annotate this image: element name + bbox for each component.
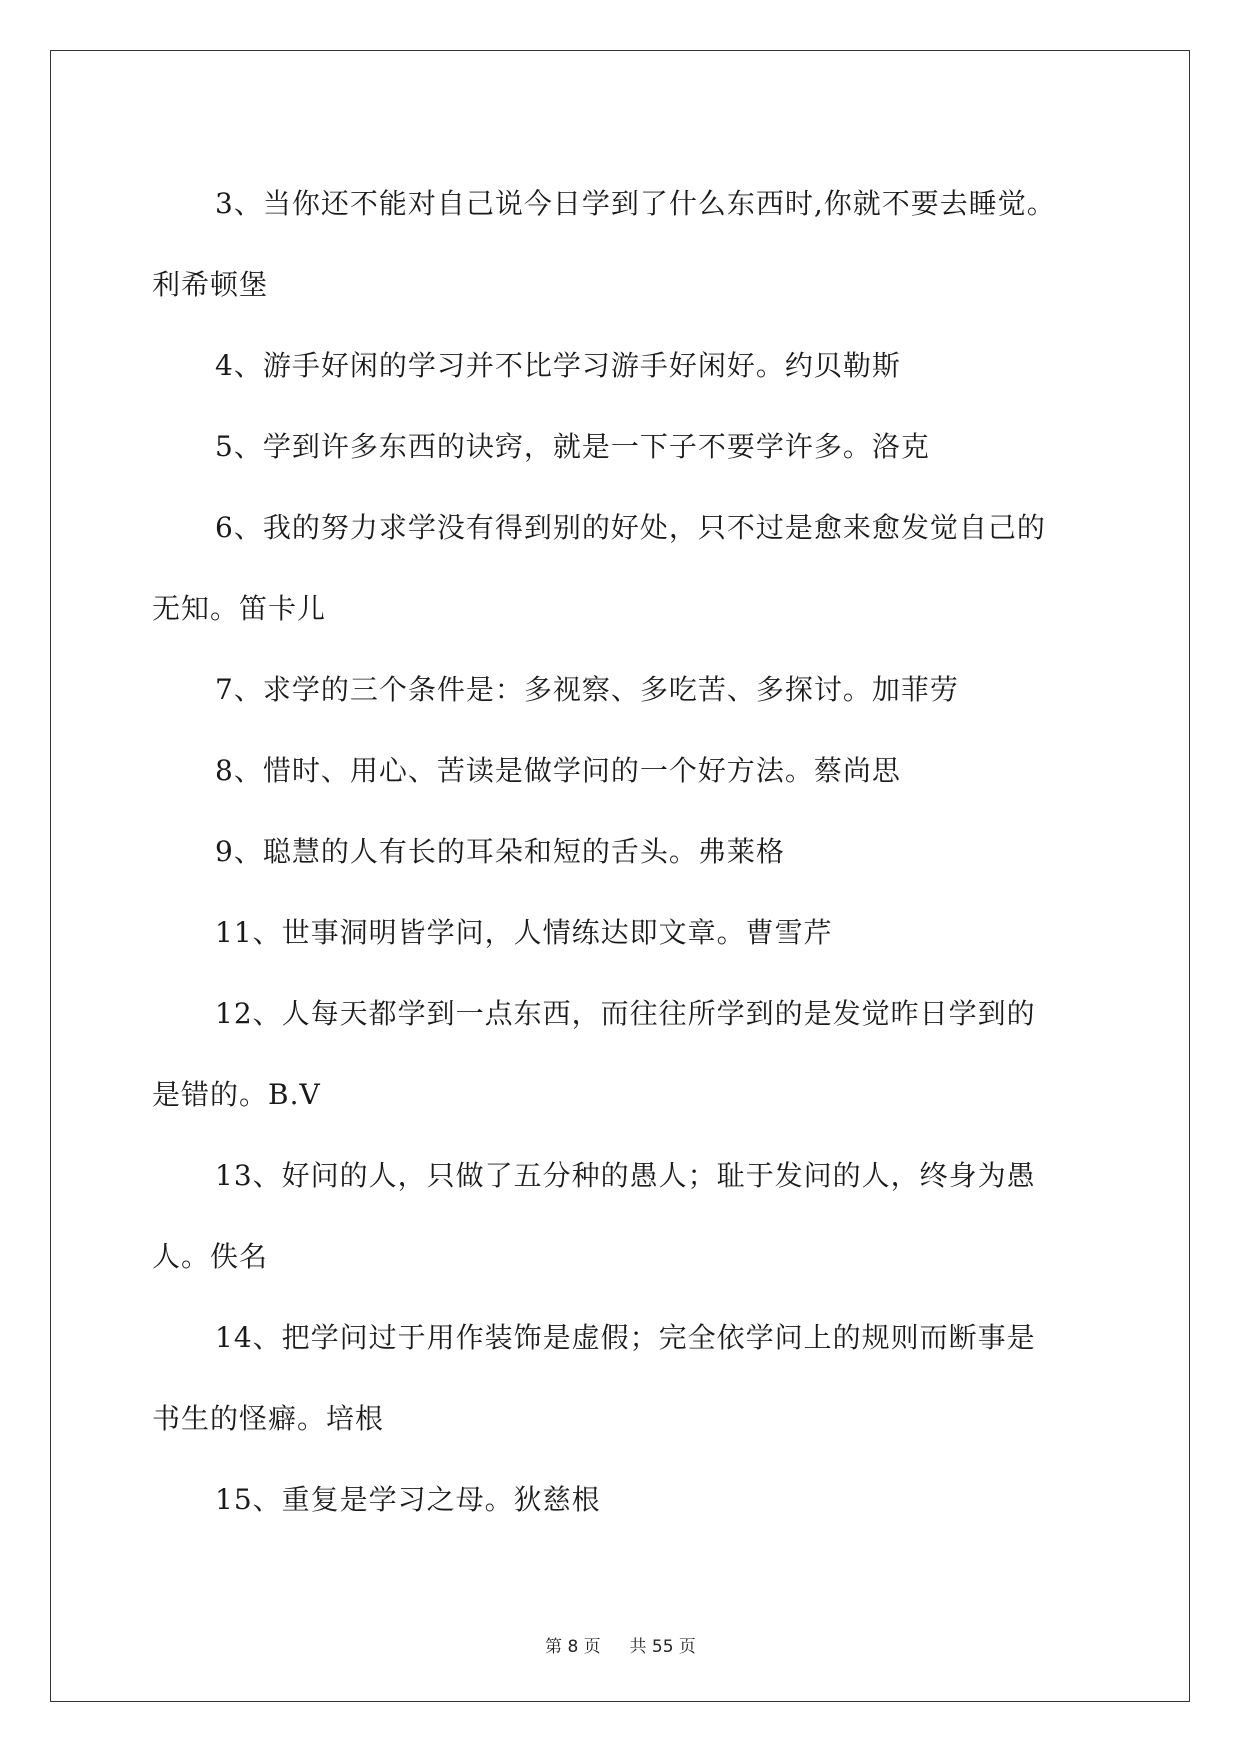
quote-paragraph bbox=[152, 1135, 1098, 1297]
quote-line: 3、当你还不能对自己说今日学到了什么东西时,你就不要去睡觉。 bbox=[215, 187, 1056, 220]
quote-line: 5、学到许多东西的诀窍，就是一下子不要学许多。洛克 bbox=[215, 430, 930, 463]
quote-paragraph bbox=[152, 1459, 1098, 1540]
quote-paragraph bbox=[152, 649, 1098, 730]
quote-paragraph bbox=[152, 1297, 1098, 1459]
total-pages: 共 55 页 bbox=[629, 1637, 696, 1657]
quote-line: 14、把学问过于用作装饰是虚假；完全依学问上的规则而断事是 bbox=[215, 1321, 1036, 1354]
quote-line: 13、好问的人，只做了五分种的愚人；耻于发问的人，终身为愚 bbox=[215, 1159, 1036, 1192]
quote-paragraph bbox=[152, 163, 1098, 325]
quote-paragraph bbox=[152, 811, 1098, 892]
quote-line: 7、求学的三个条件是：多视察、多吃苦、多探讨。加菲劳 bbox=[215, 673, 959, 706]
quote-line: 无知。笛卡儿 bbox=[152, 592, 327, 625]
quote-paragraph bbox=[152, 892, 1098, 973]
quote-paragraph bbox=[152, 406, 1098, 487]
quote-line: 9、聪慧的人有长的耳朵和短的舌头。弗莱格 bbox=[215, 835, 785, 868]
quote-paragraph bbox=[152, 730, 1098, 811]
quote-paragraph bbox=[152, 487, 1098, 649]
quote-line: 是错的。B.V bbox=[152, 1078, 321, 1111]
quote-line: 人。佚名 bbox=[152, 1240, 269, 1273]
quote-line: 4、游手好闲的学习并不比学习游手好闲好。约贝勒斯 bbox=[215, 349, 901, 382]
quote-paragraph bbox=[152, 973, 1098, 1135]
quote-line: 8、惜时、用心、苦读是做学问的一个好方法。蔡尚思 bbox=[215, 754, 901, 787]
quote-line: 11、世事洞明皆学问，人情练达即文章。曹雪芹 bbox=[215, 916, 833, 949]
quote-paragraph bbox=[152, 325, 1098, 406]
page-number: 第 8 页 bbox=[545, 1637, 601, 1657]
quote-line: 利希顿堡 bbox=[152, 268, 269, 301]
quote-line: 6、我的努力求学没有得到别的好处，只不过是愈来愈发觉自己的 bbox=[215, 511, 1046, 544]
page-footer bbox=[0, 1632, 1241, 1657]
quote-line: 12、人每天都学到一点东西，而往往所学到的是发觉昨日学到的 bbox=[215, 997, 1036, 1030]
document-body bbox=[152, 163, 1098, 1540]
quote-line: 书生的怪癖。培根 bbox=[152, 1402, 385, 1435]
quote-line: 15、重复是学习之母。狄慈根 bbox=[215, 1483, 601, 1516]
